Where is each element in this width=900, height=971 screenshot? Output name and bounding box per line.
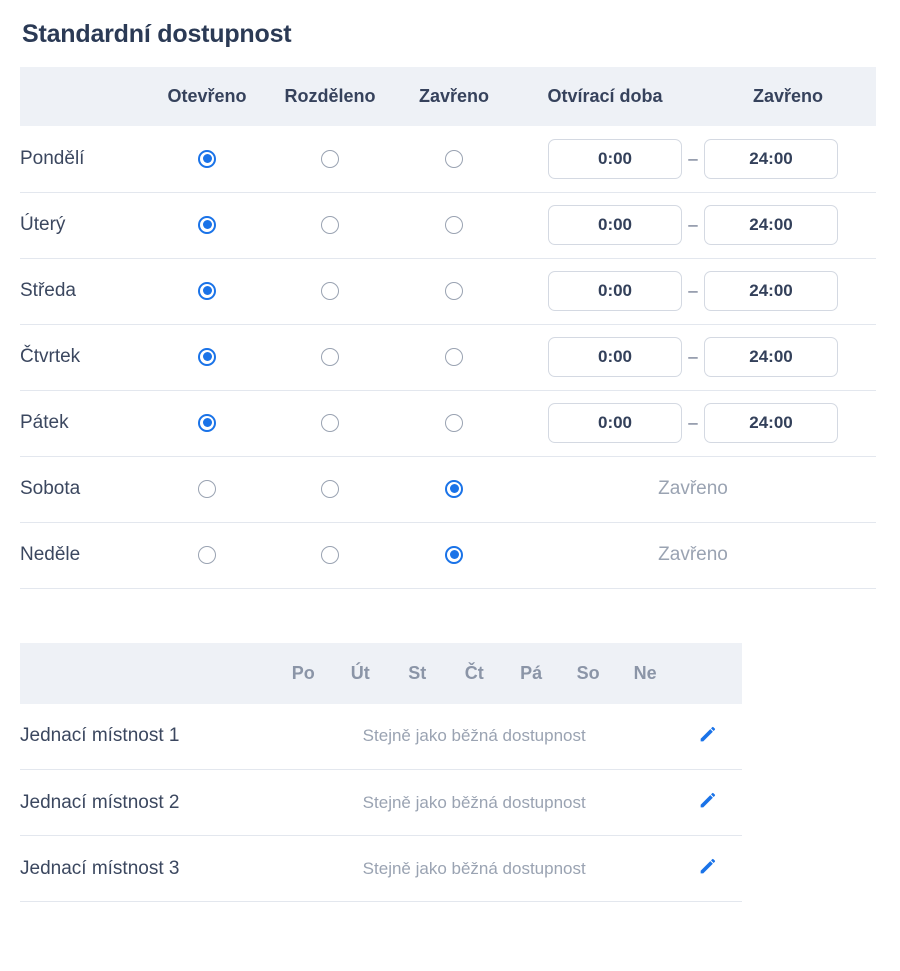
radio-cell-closed[interactable]	[398, 456, 510, 522]
table-row	[20, 126, 876, 192]
radio-closed-sobota[interactable]	[445, 480, 463, 498]
radio-cell-open[interactable]	[152, 456, 262, 522]
edit-room-button[interactable]	[674, 770, 742, 836]
header-dow-ct: Čt	[464, 662, 484, 683]
radio-closed-čtvrtek[interactable]	[445, 348, 463, 366]
radio-cell-open[interactable]	[152, 324, 262, 390]
radio-cell-open[interactable]	[152, 522, 262, 588]
table-row	[20, 390, 876, 456]
time-to-input[interactable]: 24:00	[704, 139, 838, 179]
time-range-cell	[510, 324, 876, 390]
radio-cell-split[interactable]	[262, 126, 398, 192]
standard-availability-table	[20, 67, 876, 589]
list-item	[20, 770, 742, 836]
header-edit	[674, 643, 742, 704]
room-availability-note: Stejně jako běžná dostupnost	[275, 704, 674, 770]
pencil-icon[interactable]	[697, 789, 719, 816]
day-label: Sobota	[20, 456, 152, 522]
radio-open-sobota[interactable]	[198, 480, 216, 498]
time-from-input[interactable]: 0:00	[548, 403, 682, 443]
radio-cell-open[interactable]	[152, 258, 262, 324]
header-closed: Zavřeno	[418, 86, 490, 106]
radio-cell-open[interactable]	[152, 192, 262, 258]
room-name: Jednací místnost 3	[20, 836, 275, 902]
room-name: Jednací místnost 2	[20, 770, 275, 836]
radio-open-čtvrtek[interactable]	[198, 348, 216, 366]
pencil-icon[interactable]	[697, 723, 719, 750]
edit-room-button[interactable]	[674, 704, 742, 770]
room-availability-note: Stejně jako běžná dostupnost	[275, 770, 674, 836]
time-range-dash: –	[688, 347, 698, 366]
radio-closed-neděle[interactable]	[445, 546, 463, 564]
time-range-cell	[510, 192, 876, 258]
radio-split-úterý[interactable]	[321, 216, 339, 234]
page-title: Standardní dostupnost	[22, 20, 292, 48]
rooms-table-header	[20, 643, 742, 704]
radio-cell-split[interactable]	[262, 324, 398, 390]
header-dow-pa: Pá	[520, 662, 543, 683]
radio-open-pátek[interactable]	[198, 414, 216, 432]
room-name: Jednací místnost 1	[20, 704, 275, 770]
radio-cell-open[interactable]	[152, 390, 262, 456]
radio-cell-split[interactable]	[262, 192, 398, 258]
table-row	[20, 324, 876, 390]
radio-cell-closed[interactable]	[398, 258, 510, 324]
time-range-cell	[510, 258, 876, 324]
day-label: Středa	[20, 258, 152, 324]
table-row	[20, 258, 876, 324]
closed-status-text: Zavřeno	[510, 456, 876, 522]
radio-cell-split[interactable]	[262, 522, 398, 588]
radio-cell-split[interactable]	[262, 258, 398, 324]
radio-closed-pondělí[interactable]	[445, 150, 463, 168]
day-label: Pondělí	[20, 126, 152, 192]
radio-closed-úterý[interactable]	[445, 216, 463, 234]
meeting-rooms-table	[20, 643, 742, 903]
radio-open-pondělí[interactable]	[198, 150, 216, 168]
day-label: Čtvrtek	[20, 324, 152, 390]
header-closed-secondary: Zavřeno	[752, 86, 824, 106]
list-item	[20, 836, 742, 902]
availability-table-body	[20, 126, 876, 588]
radio-cell-closed[interactable]	[398, 324, 510, 390]
radio-closed-pátek[interactable]	[445, 414, 463, 432]
time-range-cell	[510, 126, 876, 192]
radio-split-pátek[interactable]	[321, 414, 339, 432]
availability-header-row	[20, 67, 876, 126]
time-from-input[interactable]: 0:00	[548, 205, 682, 245]
pencil-icon[interactable]	[697, 855, 719, 882]
availability-table-header	[20, 67, 876, 126]
radio-split-neděle[interactable]	[321, 546, 339, 564]
radio-cell-closed[interactable]	[398, 126, 510, 192]
table-row	[20, 456, 876, 522]
time-range-cell	[510, 390, 876, 456]
closed-status-text: Zavřeno	[510, 522, 876, 588]
radio-closed-středa[interactable]	[445, 282, 463, 300]
header-open: Otevřeno	[167, 86, 247, 106]
time-to-input[interactable]: 24:00	[704, 337, 838, 377]
time-range-dash: –	[688, 413, 698, 432]
day-label: Pátek	[20, 390, 152, 456]
edit-room-button[interactable]	[674, 836, 742, 902]
radio-split-pondělí[interactable]	[321, 150, 339, 168]
radio-cell-closed[interactable]	[398, 192, 510, 258]
header-dow-so: So	[576, 662, 600, 683]
rooms-header-row	[20, 643, 742, 704]
radio-open-úterý[interactable]	[198, 216, 216, 234]
time-from-input[interactable]: 0:00	[548, 337, 682, 377]
radio-open-neděle[interactable]	[198, 546, 216, 564]
time-range-dash: –	[688, 215, 698, 234]
list-item	[20, 704, 742, 770]
day-label: Úterý	[20, 192, 152, 258]
header-dow-st: St	[408, 662, 427, 683]
time-range-dash: –	[688, 148, 698, 168]
radio-open-středa[interactable]	[198, 282, 216, 300]
radio-cell-closed[interactable]	[398, 522, 510, 588]
header-opening-hours: Otvírací doba	[547, 86, 663, 106]
rooms-table-body	[20, 704, 742, 902]
radio-split-sobota[interactable]	[321, 480, 339, 498]
table-row	[20, 522, 876, 588]
time-to-input[interactable]: 24:00	[704, 271, 838, 311]
radio-cell-open[interactable]	[152, 126, 262, 192]
radio-cell-closed[interactable]	[398, 390, 510, 456]
radio-split-čtvrtek[interactable]	[321, 348, 339, 366]
radio-cell-split[interactable]	[262, 456, 398, 522]
radio-cell-split[interactable]	[262, 390, 398, 456]
time-to-input[interactable]: 24:00	[704, 403, 838, 443]
time-range-dash: –	[688, 281, 698, 300]
day-label: Neděle	[20, 522, 152, 588]
header-room-name	[20, 643, 275, 704]
header-dow-po: Po	[291, 662, 315, 683]
room-availability-note: Stejně jako běžná dostupnost	[275, 836, 674, 902]
time-from-input[interactable]: 0:00	[548, 271, 682, 311]
radio-split-středa[interactable]	[321, 282, 339, 300]
time-to-input[interactable]: 24:00	[704, 205, 838, 245]
header-dow-ut: Út	[350, 662, 370, 683]
header-split: Rozděleno	[284, 86, 376, 106]
table-row	[20, 192, 876, 258]
time-from-input[interactable]: 0:00	[548, 139, 682, 179]
header-day	[20, 67, 152, 126]
header-dow-ne: Ne	[633, 662, 657, 683]
